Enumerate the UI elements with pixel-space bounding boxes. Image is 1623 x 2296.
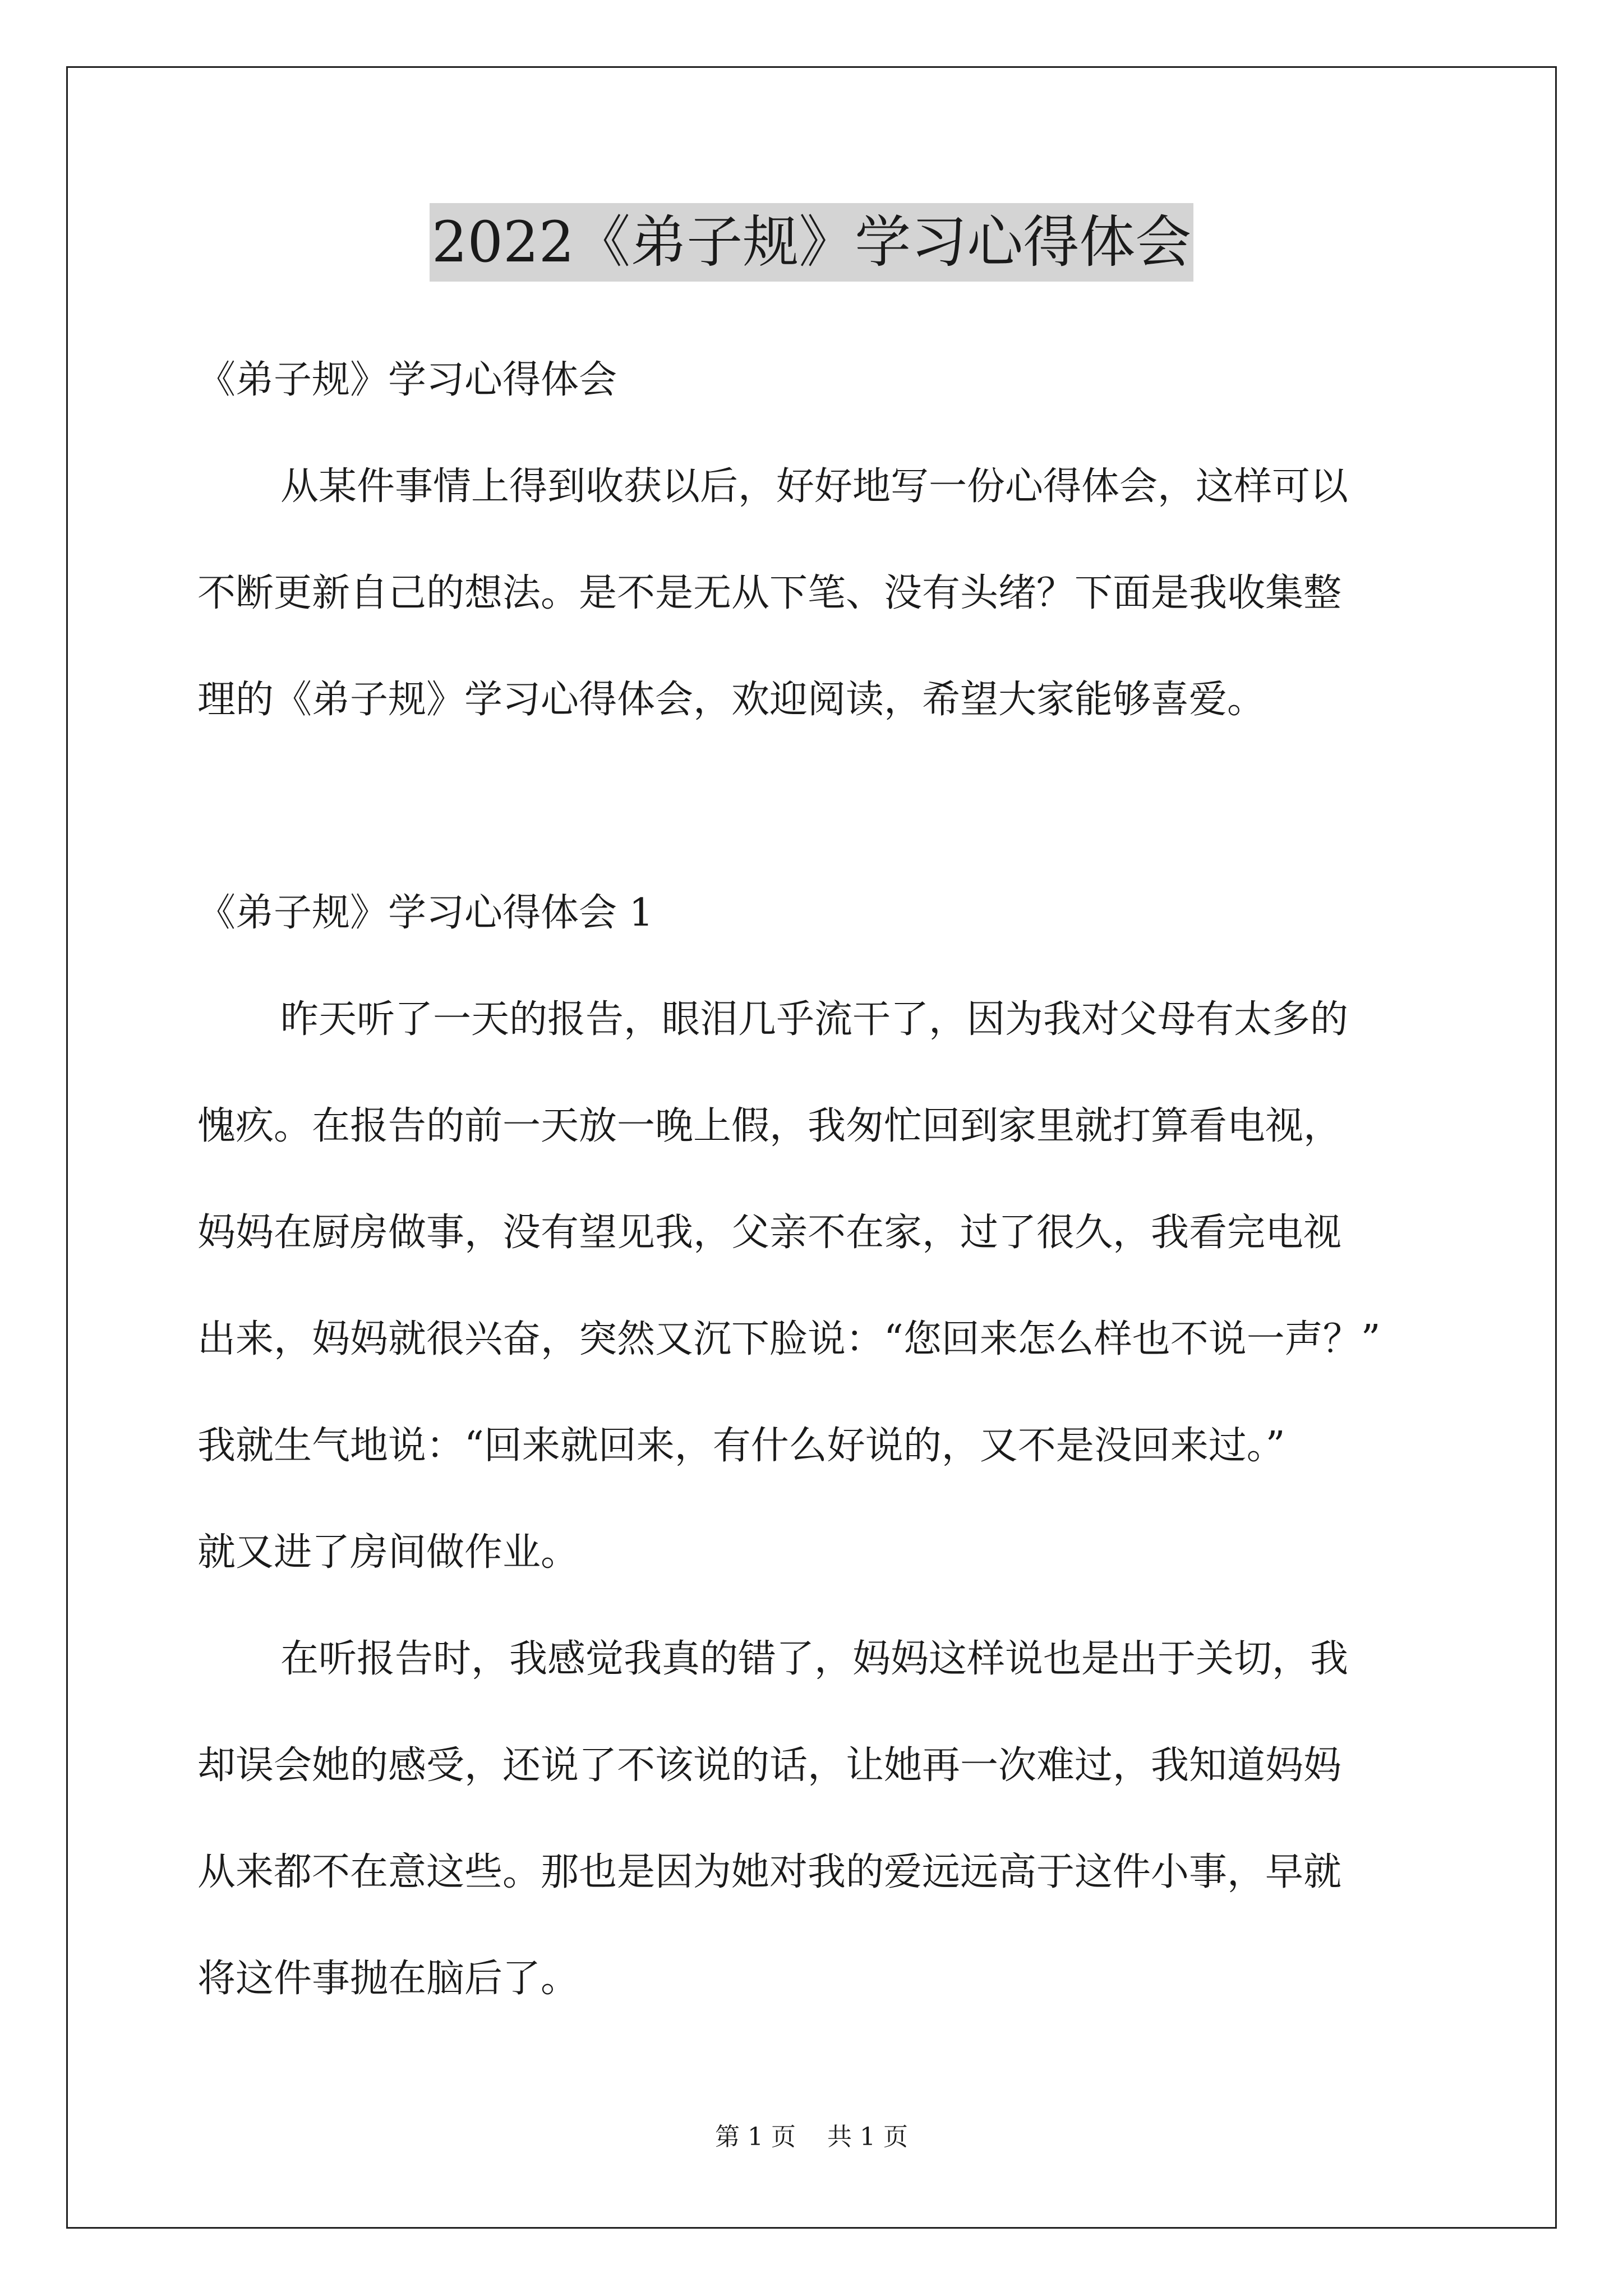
paragraph-line <box>0 1418 1623 1474</box>
paragraph-text: 不断更新自己的想法。是不是无从下笔、没有头绪？下面是我收集整 <box>197 571 1342 615</box>
paragraph-text: 就又进了房间做作业。 <box>197 1530 579 1575</box>
paragraph-line <box>0 992 1623 1048</box>
paragraph-text: 将这件事抛在脑后了。 <box>197 1957 579 2001</box>
subheading-line <box>0 352 1623 408</box>
paragraph-line <box>0 1098 1623 1154</box>
paragraph-line <box>0 672 1623 728</box>
subheading-line <box>0 885 1623 941</box>
paragraph-text: 昨天听了一天的报告，眼泪几乎流干了，因为我对父母有太多的 <box>280 997 1349 1042</box>
paragraph-line <box>0 1738 1623 1794</box>
paragraph-line <box>0 1951 1623 2007</box>
paragraph-line <box>0 1844 1623 1901</box>
paragraph-line <box>0 1525 1623 1581</box>
subheading: 《弟子规》学习心得体会 1 <box>197 891 653 935</box>
paragraph-text: 妈妈在厨房做事，没有望见我，父亲不在家，过了很久，我看完电视 <box>197 1211 1342 1255</box>
paragraph-text: 从某件事情上得到收获以后，好好地写一份心得体会，这样可以 <box>280 464 1349 509</box>
paragraph-line <box>0 1205 1623 1261</box>
document-title: 2022《弟子规》学习心得体会 <box>430 203 1194 282</box>
page-number-current: 第 1 页 <box>715 2123 796 2151</box>
paragraph-text: 出来，妈妈就很兴奋，突然又沉下脸说：“您回来怎么样也不说一声？” <box>197 1317 1381 1361</box>
paragraph-line <box>0 459 1623 515</box>
paragraph-line <box>0 1312 1623 1368</box>
paragraph-line <box>0 1631 1623 1687</box>
paragraph-text: 愧疚。在报告的前一天放一晚上假，我匆忙回到家里就打算看电视， <box>197 1104 1342 1148</box>
paragraph-text: 在听报告时，我感觉我真的错了，妈妈这样说也是出于关切，我 <box>280 1637 1349 1681</box>
paragraph-text: 理的《弟子规》学习心得体会，欢迎阅读，希望大家能够喜爱。 <box>197 678 1266 722</box>
paragraph-text: 我就生气地说：“回来就回来，有什么好说的，又不是没回来过。” <box>197 1424 1285 1468</box>
title-container <box>0 203 1623 282</box>
page-footer <box>0 2120 1623 2154</box>
paragraph-text: 从来都不在意这些。那也是因为她对我的爱远远高于这件小事，早就 <box>197 1850 1342 1894</box>
page-number-total: 共 1 页 <box>827 2123 908 2151</box>
paragraph-line <box>0 565 1623 622</box>
paragraph-text: 却误会她的感受，还说了不该说的话，让她再一次难过，我知道妈妈 <box>197 1743 1342 1788</box>
subheading: 《弟子规》学习心得体会 <box>197 358 617 402</box>
